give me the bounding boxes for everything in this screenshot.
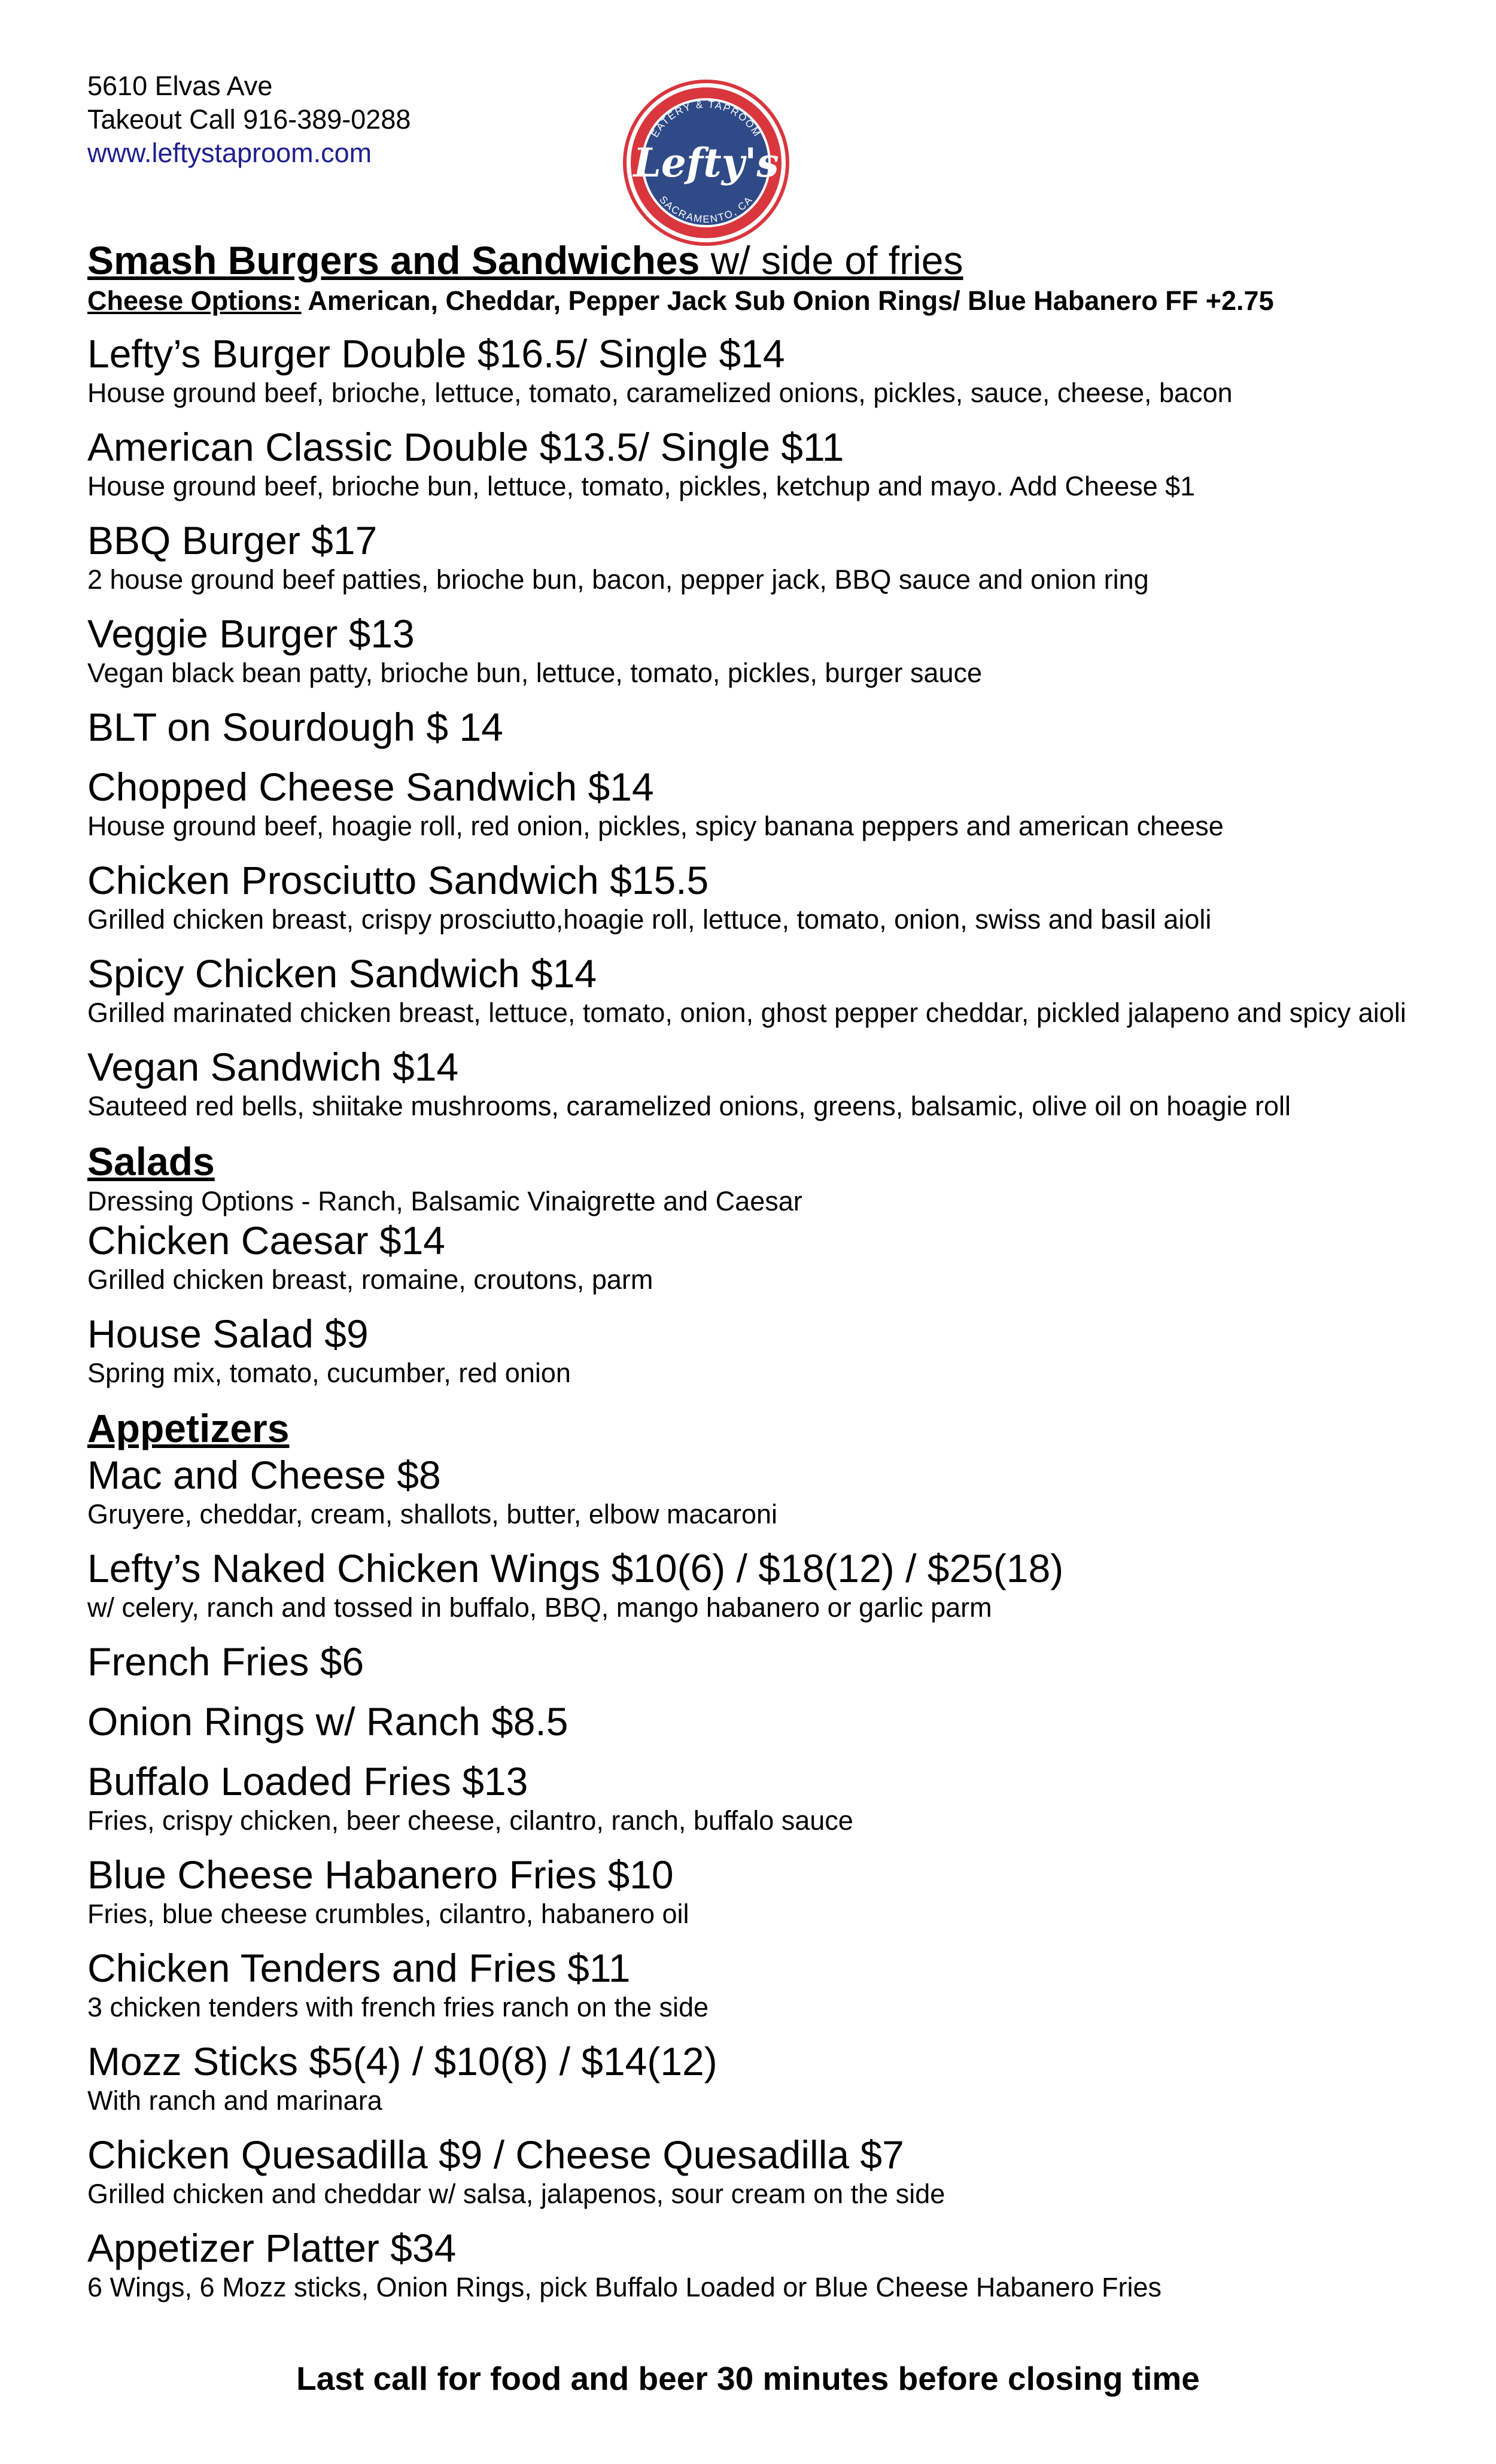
salad-items — [87, 1218, 1422, 1390]
burger-items — [87, 331, 1422, 1123]
menu-item-title: Chicken Tenders and Fries $11 — [87, 1946, 631, 1990]
menu-item — [87, 331, 1422, 410]
menu-item — [87, 2039, 1422, 2118]
menu-item — [87, 611, 1422, 690]
menu-item — [87, 1699, 1422, 1744]
contact-block — [87, 69, 411, 170]
appetizers-section-title: Appetizers — [87, 1406, 290, 1450]
menu-item-title: Lefty’s Burger Double $16.5/ Single $14 — [87, 331, 785, 376]
menu-item — [87, 764, 1422, 843]
menu-item — [87, 518, 1422, 597]
menu-item-title: Vegan Sandwich $14 — [87, 1045, 459, 1089]
menu-item — [87, 2225, 1422, 2304]
menu-item — [87, 1311, 1422, 1390]
menu-item-title: American Classic Double $13.5/ Single $11 — [87, 425, 844, 469]
menu-item-description: House ground beef, brioche, lettuce, tomato, caramelized onions, pickles, sauce, cheese, bacon — [87, 378, 1233, 408]
menu-item — [87, 1044, 1422, 1123]
menu-item — [87, 1639, 1422, 1684]
menu-item-description: Sauteed red bells, shiitake mushrooms, caramelized onions, greens, balsamic, olive oil on hoagie roll — [87, 1091, 1291, 1121]
menu-item-title: Buffalo Loaded Fries $13 — [87, 1759, 528, 1803]
appetizer-items — [87, 1452, 1422, 2304]
menu-item-title: Onion Rings w/ Ranch $8.5 — [87, 1699, 568, 1744]
menu-item-description: With ranch and marinara — [87, 2085, 382, 2116]
leftys-logo — [622, 79, 790, 247]
menu-item — [87, 1218, 1422, 1297]
menu-item-description: Grilled chicken breast, romaine, croutons, parm — [87, 1264, 653, 1295]
menu-item-title: French Fries $6 — [87, 1639, 364, 1684]
menu-item-description: 2 house ground beef patties, brioche bun, bacon, pepper jack, BBQ sauce and onion ring — [87, 564, 1149, 595]
cheese-options: Cheese Options: American, Cheddar, Pepper Jack Sub Onion Rings/ Blue Habanero FF +2.75 — [87, 285, 1274, 316]
menu-item-description: House ground beef, hoagie roll, red onion, pickles, spicy banana peppers and american cheese — [87, 811, 1224, 841]
menu-item — [87, 1945, 1422, 2024]
logo-name: Lefty's — [633, 139, 779, 186]
menu-item-description: Gruyere, cheddar, cream, shallots, butter, elbow macaroni — [87, 1499, 778, 1529]
burgers-section-title: Smash Burgers and Sandwiches w/ side of fries — [87, 238, 963, 282]
menu-item-title: Lefty’s Naked Chicken Wings $10(6) / $18(12) / $25(18) — [87, 1546, 1064, 1590]
menu-item — [87, 2132, 1422, 2211]
menu-item-title: BBQ Burger $17 — [87, 518, 378, 562]
last-call-notice: Last call for food and beer 30 minutes before closing time — [296, 2360, 1200, 2397]
menu-item-title: Veggie Burger $13 — [87, 612, 415, 656]
menu-item — [87, 704, 1422, 750]
menu-item-description: Vegan black bean patty, brioche bun, lettuce, tomato, pickles, burger sauce — [87, 658, 983, 688]
menu-item-description: Grilled chicken and cheddar w/ salsa, jalapenos, sour cream on the side — [87, 2179, 945, 2209]
menu-item-description: Grilled chicken breast, crispy prosciutto,hoagie roll, lettuce, tomato, onion, swiss and basil aioli — [87, 904, 1212, 935]
takeout-phone: Takeout Call 916-389-0288 — [87, 104, 411, 135]
menu-item-description: w/ celery, ranch and tossed in buffalo, BBQ, mango habanero or garlic parm — [87, 1592, 992, 1623]
menu-item-title: Chopped Cheese Sandwich $14 — [87, 765, 654, 809]
salads-section-title: Salads — [87, 1139, 215, 1184]
website-link[interactable]: www.leftystaproom.com — [87, 138, 372, 168]
menu-item-description: Grilled marinated chicken breast, lettuce, tomato, onion, ghost pepper cheddar, pickled jalapeno and spicy aioli — [87, 997, 1406, 1028]
menu-item-title: Blue Cheese Habanero Fries $10 — [87, 1852, 674, 1897]
menu-item — [87, 1546, 1422, 1625]
menu-item — [87, 857, 1422, 936]
address-text: 5610 Elvas Ave — [87, 71, 273, 101]
menu-item-title: Appetizer Platter $34 — [87, 2226, 457, 2270]
logo-bottom-text: SACRAMENTO, CA — [657, 193, 755, 226]
menu-item-title: House Salad $9 — [87, 1312, 369, 1356]
menu-item — [87, 1759, 1422, 1838]
menu-item — [87, 424, 1422, 503]
menu-item-description: 6 Wings, 6 Mozz sticks, Onion Rings, pick Buffalo Loaded or Blue Cheese Habanero Fries — [87, 2272, 1162, 2302]
menu-item-title: Chicken Quesadilla $9 / Cheese Quesadilla $7 — [87, 2133, 904, 2177]
menu-item-description: Fries, blue cheese crumbles, cilantro, habanero oil — [87, 1899, 689, 1929]
logo-top-text: EATERY & TAPROOM — [649, 98, 764, 139]
menu-item-title: Spicy Chicken Sandwich $14 — [87, 951, 597, 996]
menu-item-description: 3 chicken tenders with french fries ranch on the side — [87, 1992, 709, 2022]
menu-item-title: Mozz Sticks $5(4) / $10(8) / $14(12) — [87, 2039, 717, 2083]
menu-item-title: Chicken Prosciutto Sandwich $15.5 — [87, 858, 709, 902]
menu-item-title: BLT on Sourdough $ 14 — [87, 705, 503, 749]
menu-item — [87, 1452, 1422, 1531]
menu-content — [87, 236, 1422, 2319]
menu-item-description: House ground beef, brioche bun, lettuce, tomato, pickles, ketchup and mayo. Add Cheese $1 — [87, 471, 1196, 501]
menu-item-description: Fries, crispy chicken, beer cheese, cilantro, ranch, buffalo sauce — [87, 1805, 853, 1836]
menu-item — [87, 1852, 1422, 1931]
menu-item — [87, 951, 1422, 1030]
menu-item-description: Spring mix, tomato, cucumber, red onion — [87, 1358, 571, 1388]
menu-item-title: Mac and Cheese $8 — [87, 1453, 441, 1497]
menu-item-title: Chicken Caesar $14 — [87, 1218, 445, 1263]
dressing-options: Dressing Options - Ranch, Balsamic Vinaigrette and Caesar — [87, 1186, 802, 1216]
